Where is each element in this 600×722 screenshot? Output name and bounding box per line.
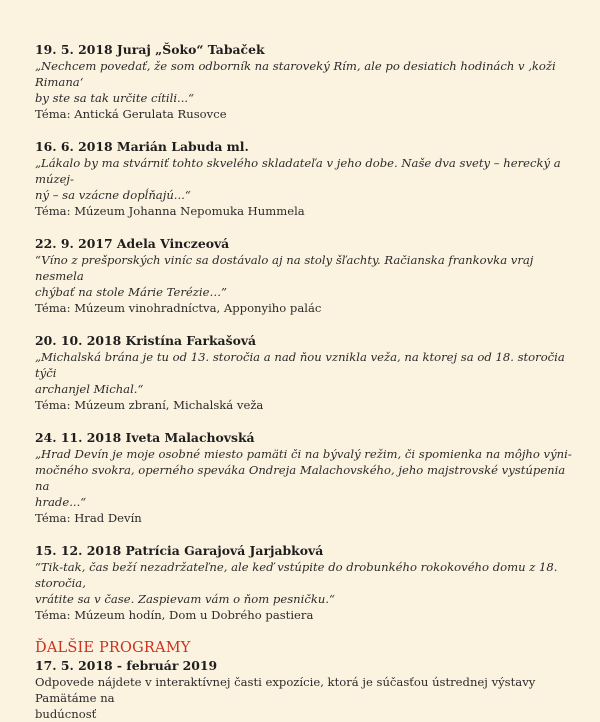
quote-line: vrátite sa v čase. Zaspievam vám o ňom pesničku.“ — [35, 592, 335, 606]
quote-line: archanjel Michal.“ — [35, 382, 144, 396]
entry-malachovska — [35, 429, 572, 526]
other-programs-title: ĎALŠIE PROGRAMY — [35, 640, 191, 656]
entry-labuda — [35, 138, 572, 219]
quote-line: „Lákalo by ma stvárniť tohto skvelého skladateľa v jeho dobe. Naše dva svety – herecký a múzej- — [35, 156, 561, 186]
quote-line: „Nechcem povedať, že som odborník na staroveký Rím, ale po desiatich hodinách v ‚koži Rimana‘ — [35, 59, 556, 89]
other-programs-section — [35, 639, 572, 722]
entry-quote — [35, 252, 572, 300]
quote-line: by ste sa tak určite cítili...“ — [35, 91, 195, 105]
entry-topic: Téma: Múzeum Johanna Nepomuka Hummela — [35, 204, 305, 218]
entry-quote — [35, 58, 572, 106]
entry-vinczeova — [35, 235, 572, 316]
quote-line: hrade...“ — [35, 495, 87, 509]
entry-topic: Téma: Múzeum zbraní, Michalská veža — [35, 398, 264, 412]
other-programs-date: 17. 5. 2018 - február 2019 — [35, 658, 218, 673]
programs-text-line: budúcnosť — [35, 707, 97, 721]
quote-line: “Tik-tak, čas beží nezadržateľne, ale keď vstúpite do drobunkého rokokového domu z 18. storočia, — [35, 560, 558, 590]
entry-heading: 16. 6. 2018 Marián Labuda ml. — [35, 139, 249, 154]
entry-heading: 24. 11. 2018 Iveta Malachovská — [35, 430, 255, 445]
entry-topic: Téma: Múzeum vinohradníctva, Apponyiho palác — [35, 301, 322, 315]
entry-quote — [35, 446, 572, 510]
entry-heading: 19. 5. 2018 Juraj „Šoko“ Tabaček — [35, 42, 265, 57]
entry-quote — [35, 349, 572, 397]
entry-heading: 22. 9. 2017 Adela Vinczeová — [35, 236, 230, 251]
other-programs-text — [35, 674, 572, 722]
quote-line: chýbať na stole Márie Terézie…” — [35, 285, 227, 299]
entry-topic: Téma: Múzeum hodín, Dom u Dobrého pastiera — [35, 608, 314, 622]
entry-garajova — [35, 542, 572, 623]
quote-line: močného svokra, operného speváka Ondreja Malachovského, jeho majstrovské vystúpenia na — [35, 463, 566, 493]
quote-line: „Hrad Devín je moje osobné miesto pamäti či na bývalý režim, či spomienka na môjho výni- — [35, 447, 572, 461]
entry-heading: 15. 12. 2018 Patrícia Garajová Jarjabková — [35, 543, 324, 558]
quote-line: „Michalská brána je tu od 13. storočia a nad ňou vznikla veža, na ktorej sa od 18. storočia týči — [35, 350, 565, 380]
entry-heading: 20. 10. 2018 Kristína Farkašová — [35, 333, 257, 348]
quote-line: ný – sa vzácne dopĺňajú...“ — [35, 188, 191, 202]
quote-line: “Víno z prešporských viníc sa dostávalo aj na stoly šľachty. Račianska frankovka vraj nesmela — [35, 253, 534, 283]
entry-farkasova — [35, 332, 572, 413]
entry-topic: Téma: Antická Gerulata Rusovce — [35, 107, 227, 121]
entry-topic: Téma: Hrad Devín — [35, 511, 142, 525]
programs-text-line: Odpovede nájdete v interaktívnej časti expozície, ktorá je súčasťou ústrednej výstavy Pamätáme na — [35, 675, 536, 705]
entry-tabacek — [35, 41, 572, 122]
entry-quote — [35, 155, 572, 203]
